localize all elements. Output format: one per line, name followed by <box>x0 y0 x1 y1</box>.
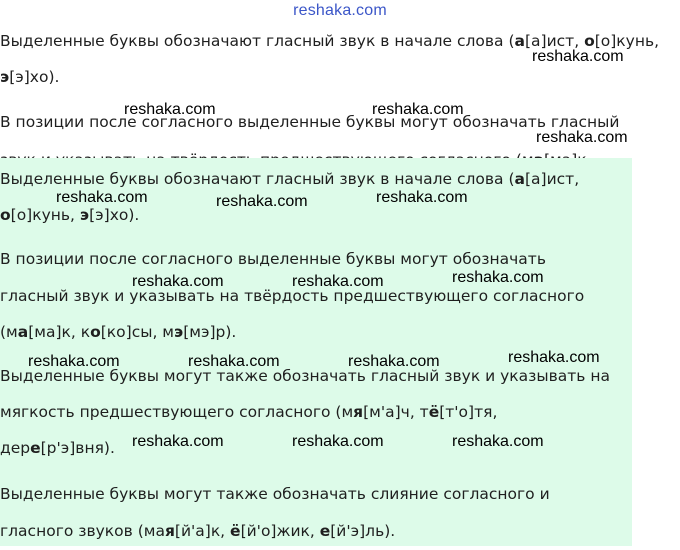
panel-paragraph-1-line-1: Выделенные буквы обозначают гласный звук в начале слова (а[а]ист, <box>0 170 580 188</box>
panel-paragraph-2-line-2: гласный звук и указывать на твёрдость предшествующего согласного <box>0 287 585 305</box>
watermark: reshaka.com <box>124 101 216 118</box>
watermark: reshaka.com <box>372 101 464 118</box>
watermark: reshaka.com <box>452 433 544 450</box>
watermark: reshaka.com <box>216 193 308 210</box>
panel-paragraph-3-line-1: Выделенные буквы могут также обозначать гласный звук и указывать на <box>0 367 610 385</box>
watermark: reshaka.com <box>132 433 224 450</box>
panel-paragraph-4-line-1: Выделенные буквы могут также обозначать слияние согласного и <box>0 485 550 503</box>
top-paragraph-1-line-2: э[э]хо). <box>0 68 60 86</box>
watermark: reshaka.com <box>376 189 468 206</box>
panel-paragraph-2-line-1: В позиции после согласного выделенные буквы могут обозначать <box>0 250 546 268</box>
panel-paragraph-3-line-2: мягкость предшествующего согласного (мя[м'а]ч, тё[т'о]тя, <box>0 403 498 421</box>
panel-paragraph-2-line-3: (ма[ма]к, ко[ко]сы, мэ[мэ]р). <box>0 323 237 341</box>
watermark: reshaka.com <box>292 433 384 450</box>
watermark: reshaka.com <box>452 269 544 286</box>
panel-paragraph-3-line-3: дере[р'э]вня). <box>0 439 115 457</box>
watermark: reshaka.com <box>188 353 280 370</box>
site-logo-link[interactable]: reshaka.com <box>293 2 387 19</box>
watermark: reshaka.com <box>292 273 384 290</box>
top-paragraph-1-line-1: Выделенные буквы обозначают гласный звук в начале слова (а[а]ист, о[о]кунь, <box>0 32 660 50</box>
panel-paragraph-4-line-2: гласного звуков (мая[й'а]к, ё[й'о]жик, е[й'э]ль). <box>0 522 396 540</box>
top-paragraph-2-line-1: В позиции после согласного выделенные буквы могут обозначать гласный <box>0 113 620 131</box>
watermark: reshaka.com <box>348 353 440 370</box>
watermark: reshaka.com <box>532 48 624 65</box>
watermark: reshaka.com <box>508 349 600 366</box>
watermark: reshaka.com <box>132 273 224 290</box>
panel-paragraph-1-line-2: о[о]кунь, э[э]хо). <box>0 206 140 224</box>
watermark: reshaka.com <box>28 353 120 370</box>
watermark: reshaka.com <box>56 189 148 206</box>
watermark: reshaka.com <box>536 129 628 146</box>
